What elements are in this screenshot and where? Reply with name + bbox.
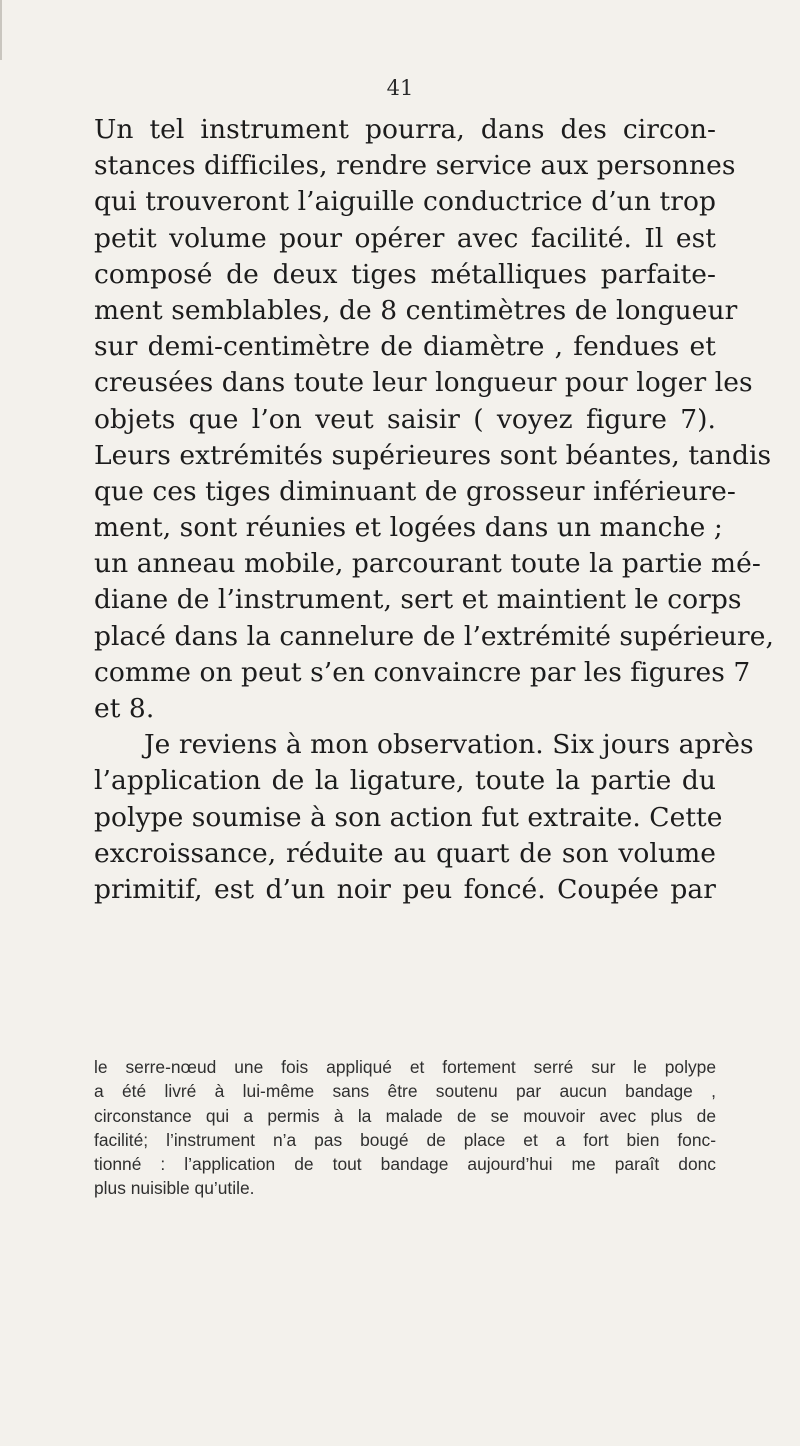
- footnote-line: tionné : l’application de tout bandage aujourd’hui me paraît donc: [94, 1154, 716, 1175]
- footnote: [94, 1055, 716, 1201]
- body-line: Je reviens à mon observation. Six jours après: [144, 729, 754, 761]
- page-edge-shadow: [0, 0, 2, 60]
- body-line: sur demi-centimètre de diamètre , fendues et: [94, 331, 716, 363]
- body-line: Un tel instrument pourra, dans des circon-: [94, 114, 716, 145]
- body-line: diane de l’instrument, sert et maintient le corps: [94, 584, 742, 616]
- body-line: l’application de la ligature, toute la partie du: [94, 765, 716, 797]
- body-line: polype soumise à son action fut extraite. Cette: [94, 801, 723, 833]
- body-line: comme on peut s’en convaincre par les figures 7: [94, 656, 751, 688]
- body-line: que ces tiges diminuant de grosseur inférieure-: [94, 475, 736, 507]
- body-line: et 8.: [94, 693, 155, 724]
- body-line: ment semblables, de 8 centimètres de longueur: [94, 294, 738, 326]
- body-line: excroissance, réduite au quart de son volume: [94, 837, 716, 869]
- footnote-line: le serre-nœud une fois appliqué et fortement serré sur le polype: [94, 1057, 716, 1077]
- body-line: un anneau mobile, parcourant toute la partie mé-: [94, 548, 761, 580]
- body-line: placé dans la cannelure de l’extrémité supérieure,: [94, 620, 774, 652]
- body-line: qui trouveront l’aiguille conductrice d’un trop: [94, 186, 716, 218]
- body-text: [94, 112, 774, 908]
- body-line: creusées dans toute leur longueur pour loger les: [94, 367, 753, 399]
- body-line: Leurs extrémités supérieures sont béantes, tandis: [94, 439, 772, 471]
- body-line: objets que l’on veut saisir ( voyez figure 7).: [94, 403, 716, 435]
- body-line: ment, sont réunies et logées dans un manche ;: [94, 512, 723, 544]
- page-number: 41: [386, 76, 414, 100]
- footnote-line: plus nuisible qu’utile.: [94, 1178, 255, 1199]
- body-line: petit volume pour opérer avec facilité. Il est: [94, 222, 716, 254]
- footnote-line: a été livré à lui-même sans être soutenu par aucun bandage ,: [94, 1081, 716, 1102]
- body-line: composé de deux tiges métalliques parfaite-: [94, 258, 716, 290]
- footnote-line: circonstance qui a permis à la malade de se mouvoir avec plus de: [94, 1105, 716, 1126]
- body-line: stances difficiles, rendre service aux personnes: [94, 150, 736, 182]
- footnote-line: facilité; l’instrument n’a pas bougé de place et a fort bien fonc-: [94, 1129, 716, 1150]
- body-line: primitif, est d’un noir peu foncé. Coupée par: [94, 873, 716, 905]
